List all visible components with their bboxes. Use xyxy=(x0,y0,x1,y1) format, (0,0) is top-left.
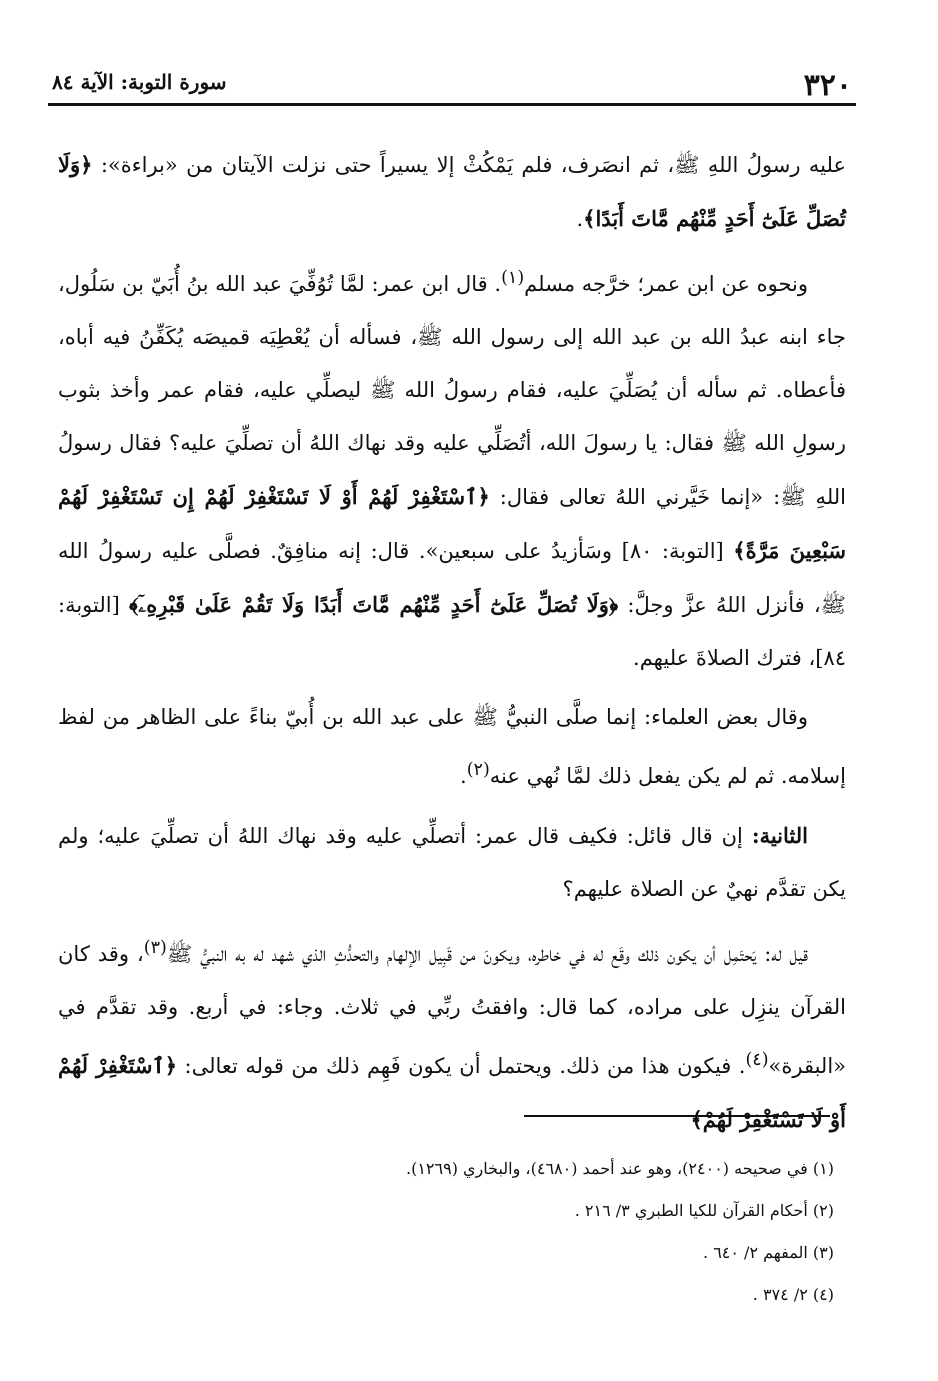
footnote-ref-3[interactable]: (٣) xyxy=(143,938,167,958)
text-run: وقال بعض العلماء: إنما صلَّى النبيُّ ﷺ على عبد الله بن أُبيّ بناءً على الظاهر من لفظ إسلامه. ثم لم يكن يفعل ذلك لمَّا نُهي عنه xyxy=(58,705,846,788)
section-label: الثانية: xyxy=(751,823,808,848)
text-run: . فيكون هذا من ذلك. ويحتمل أن يكون فَهِم ذلك من قوله تعالى: xyxy=(177,1054,746,1078)
quran-verse: ﴿ٱسْتَغْفِرْ لَهُمْ أَوْ لَا تَسْتَغْفِرْ لَهُمْ﴾ xyxy=(58,1053,846,1132)
main-text xyxy=(58,138,846,1153)
paragraph-4 xyxy=(58,809,846,916)
surah-title: سورة التوبة: الآية ٨٤ xyxy=(52,70,227,94)
quran-verse: ﴿وَلَا تُصَلِّ عَلَىٰٓ أَحَدٍ مِّنْهُم مَّاتَ أَبَدًا﴾ xyxy=(58,152,846,231)
footnote-ref-4[interactable]: (٤) xyxy=(745,1050,769,1070)
paragraph-1 xyxy=(58,138,846,246)
text-run: [التوبة: ٨٤]، فترك الصلاةَ عليهم. xyxy=(58,593,846,670)
quran-verse: ﴿وَلَا تُصَلِّ عَلَىٰٓ أَحَدٍ مِّنْهُم مَّاتَ أَبَدًا وَلَا تَقُمْ عَلَىٰ قَبْرِهِۦٓ﴾ xyxy=(128,592,619,617)
page-header xyxy=(48,62,856,106)
text-run: قيل له: يَحتَمِل أن يكون ذلك وقَع له في خاطره، ويكونَ من قَبِيل الإلهام والتحدُّثِ الذي شهد له به النبيُّ ﷺ xyxy=(166,942,808,966)
footnote-1: (١) في صحيحه (٢٤٠٠)، وهو عند أحمد (٤٦٨٠)، والبخاري (١٢٦٩). xyxy=(405,1159,834,1178)
footnote-ref-1[interactable]: (١) xyxy=(501,268,525,288)
text-run: [التوبة: ٨٠] وسَأزيدُ على سبعين». قال: إنه منافِقٌ. فصلَّى عليه رسولُ الله ﷺ، فأنزل اللهُ عزَّ وجلَّ: xyxy=(58,539,847,617)
footnote-ref-2[interactable]: (٢) xyxy=(466,760,490,780)
paragraph-2 xyxy=(58,252,846,685)
footnote-2: (٢) أحكام القرآن للكيا الطبري ٣/ ٢١٦ . xyxy=(574,1201,834,1220)
paragraph-3 xyxy=(58,691,846,803)
footnote-4: (٤) ٢/ ٣٧٤ . xyxy=(752,1285,834,1304)
text-run: . xyxy=(460,764,467,788)
text-run: ونحوه عن ابن عمر؛ خرَّجه مسلم xyxy=(524,272,808,296)
footnotes xyxy=(300,1148,834,1316)
text-run: . xyxy=(576,207,584,231)
text-run: إن قال قائل: فكيف قال عمر: أتصلِّي عليه وقد نهاك اللهُ أن تصلِّيَ عليه؛ ولم يكن تقدَّم نهيٌ عن الصلاة عليهم؟ xyxy=(58,824,846,901)
text-run: عليه رسولُ اللهِ ﷺ، ثم انصَرف، فلم يَمْكُثْ إلا يسيراً حتى نزلت الآيتان من «براءة»: xyxy=(92,153,846,177)
text-run: ، وقد كان القرآن ينزِل على مراده، كما قال: وافقتُ ربِّي في ثلاث. وجاء: في أربع. وقد تقدَّم في «البقرة» xyxy=(58,942,847,1078)
paragraph-5 xyxy=(58,922,846,1147)
footnote-3: (٣) المفهم ٢/ ٦٤٠ . xyxy=(703,1243,834,1262)
quran-verse: ﴿ٱسْتَغْفِرْ لَهُمْ أَوْ لَا تَسْتَغْفِرْ لَهُمْ إِن تَسْتَغْفِرْ لَهُمْ سَبْعِينَ مَرَّةً﴾ xyxy=(58,484,847,563)
page-number: ٣٢٠ xyxy=(803,68,852,103)
footnote-separator xyxy=(524,1115,830,1117)
text-run: . قال ابن عمر: لمَّا تُوُفِّيَ عبد الله بنُ أُبَيّ بن سَلُول، جاء ابنه عبدُ الله بن عبد الله إلى رسول الله ﷺ، فسأله أن يُعْطِيَه قميصَه يُكَفِّنُ فيه أباه، فأعطاه. ثم سأله أن يُصَلِّيَ عليه، فقام رسولُ الله ﷺ ليصلِّي عليه، فقام عمر وأخذ بثوب رسولِ الله ﷺ فقال: يا رسولَ الله، أتُصَلِّي عليه وقد نهاك اللهُ أن تصلِّيَ عليه؟ فقال رسولُ اللهِ ﷺ: «إنما خَيَّرني اللهُ تعالى فقال: xyxy=(58,272,846,509)
